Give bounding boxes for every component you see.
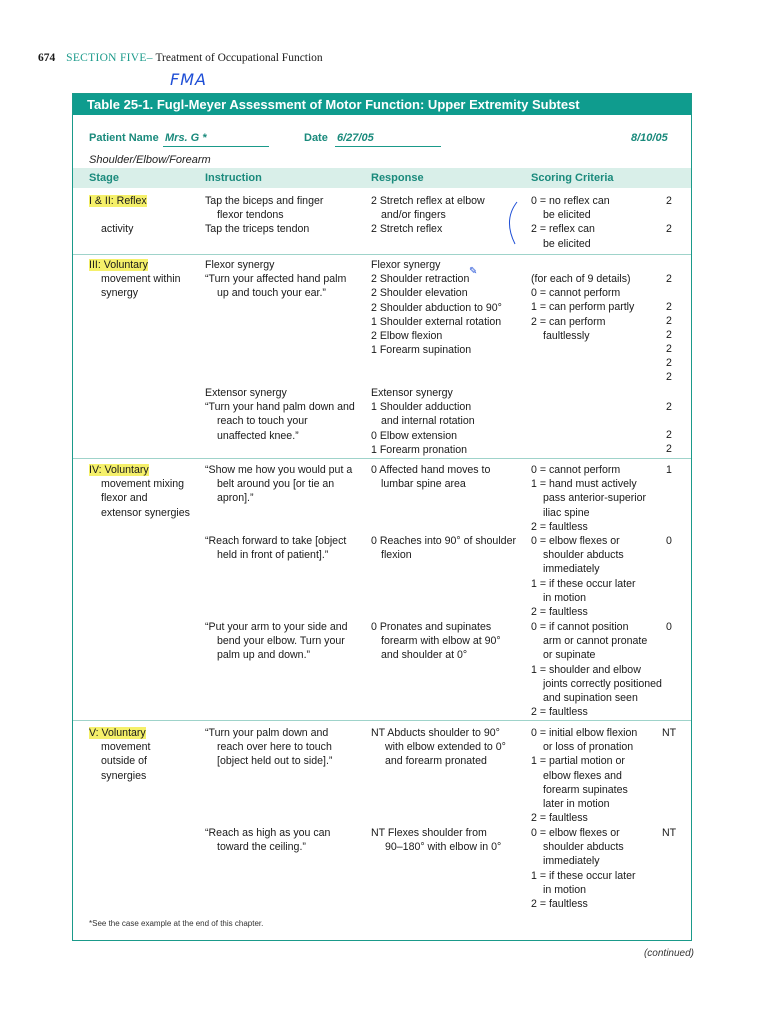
- mix3-score: 0: [666, 621, 672, 633]
- reflex-instruction: Tap the biceps and finger flexor tendons Tap the triceps tendon: [205, 195, 324, 236]
- out1-response: NT Abducts shoulder to 90° with elbow extended to 0° and forearm pronated: [371, 727, 506, 768]
- patient-label: Patient Name: [89, 132, 159, 144]
- row-divider: [73, 720, 691, 721]
- flexor-response: Flexor synergy 2 Shoulder retraction 2 Shoulder elevation 2 Shoulder abduction to 90° 1 Shoulder external rotation 2 Elbow flexion 1 Forearm supination: [371, 259, 502, 357]
- date-second: 8/10/05: [631, 132, 668, 144]
- reflex-criteria: 0 = no reflex can be elicited 2 = reflex can be elicited: [531, 195, 610, 250]
- mix1-score: 1: [666, 464, 672, 476]
- out2-instruction: “Reach as high as you can toward the ceiling.”: [205, 827, 331, 854]
- col-stage: Stage: [89, 172, 119, 184]
- mix2-criteria: 0 = elbow flexes or shoulder abducts immediately 1 = if these occur later in motion 2 = faultless: [531, 535, 636, 619]
- mix2-instruction: “Reach forward to take [object held in front of patient].”: [205, 535, 347, 562]
- running-header: [38, 52, 323, 64]
- col-response: Response: [371, 172, 424, 184]
- row-divider: [73, 254, 691, 255]
- section-title: Treatment of Occupational Function: [155, 52, 323, 64]
- mix3-criteria: 0 = if cannot position arm or cannot pronate or supinate 1 = shoulder and elbow joints correctly positioned and supination seen 2 = faultless: [531, 621, 662, 719]
- mix2-response: 0 Reaches into 90° of shoulder flexion: [371, 535, 516, 562]
- col-scoring: Scoring Criteria: [531, 172, 614, 184]
- synergy-score: 2: [666, 329, 672, 341]
- synergy-score: 2: [666, 273, 672, 285]
- extensor-score: 2: [666, 429, 672, 441]
- out1-instruction: “Turn your palm down and reach over here to touch [object held out to side].”: [205, 727, 333, 768]
- column-header-row: [73, 168, 691, 188]
- mix1-criteria: 0 = cannot perform 1 = hand must actively pass anterior-superior iliac spine 2 = faultless: [531, 464, 647, 533]
- row-divider: [73, 458, 691, 459]
- handwritten-note-1: ✎: [469, 266, 478, 277]
- out2-criteria: 0 = elbow flexes or shoulder abducts immediately 1 = if these occur later in motion 2 = faultless: [531, 827, 636, 911]
- synergy-criteria: (for each of 9 details) 0 = cannot perform 1 = can perform partly 2 = can perform faultlessly: [531, 273, 635, 342]
- outside-stage: V: Voluntary movement outside of synergies: [89, 727, 151, 782]
- mix3-instruction: “Put your arm to your side and bend your elbow. Turn your palm up and down.”: [205, 621, 348, 662]
- synergy-score: 2: [666, 315, 672, 327]
- out2-response: NT Flexes shoulder from 90–180° with elbow in 0°: [371, 827, 502, 854]
- reflex-response: 2 Stretch reflex at elbow and/or fingers 2 Stretch reflex: [371, 195, 485, 236]
- reflex-score-2: 2: [666, 223, 672, 235]
- section-label: SECTION FIVE–: [66, 52, 153, 64]
- out2-score: NT: [661, 827, 677, 839]
- mix3-response: 0 Pronates and supinates forearm with elbow at 90° and shoulder at 0°: [371, 621, 501, 662]
- out1-criteria: 0 = initial elbow flexion or loss of pronation 1 = partial motion or elbow flexes and forearm supinates later in motion 2 = faultless: [531, 727, 638, 825]
- date-underline: [335, 146, 441, 147]
- reflex-stage: I & II: Reflex activity: [89, 195, 147, 236]
- flexor-instruction: Flexor synergy “Turn your affected hand palm up and touch your ear.”: [205, 259, 347, 300]
- extensor-score: 2: [666, 443, 672, 455]
- mixing-stage: IV: Voluntary movement mixing flexor and extensor synergies: [89, 464, 190, 519]
- mix2-score: 0: [666, 535, 672, 547]
- page-number: 674: [38, 52, 56, 64]
- handwritten-bracket: [497, 200, 527, 256]
- out1-score: NT: [661, 727, 677, 739]
- fugl-meyer-table: [72, 93, 692, 941]
- table-footnote: *See the case example at the end of this chapter.: [89, 919, 264, 928]
- date-label: Date: [304, 132, 328, 144]
- patient-underline: [163, 146, 269, 147]
- mix1-instruction: “Show me how you would put a belt around you [or tie an apron].”: [205, 464, 353, 505]
- continued-label: (continued): [643, 948, 694, 959]
- synergy-stage: III: Voluntary movement within synergy: [89, 259, 181, 300]
- extensor-score: 2: [666, 401, 672, 413]
- handwritten-fma: FMA: [170, 70, 207, 89]
- synergy-score: 2: [666, 357, 672, 369]
- patient-value: Mrs. G *: [165, 132, 207, 144]
- synergy-score: 2: [666, 301, 672, 313]
- reflex-score-1: 2: [666, 195, 672, 207]
- date-first: 6/27/05: [337, 132, 374, 144]
- extensor-instruction: Extensor synergy “Turn your hand palm down and reach to touch your unaffected knee.”: [205, 387, 355, 442]
- col-instruction: Instruction: [205, 172, 262, 184]
- table-title: Table 25-1. Fugl-Meyer Assessment of Motor Function: Upper Extremity Subtest: [73, 94, 691, 115]
- synergy-score: 2: [666, 343, 672, 355]
- mix1-response: 0 Affected hand moves to lumbar spine area: [371, 464, 491, 491]
- extensor-response: Extensor synergy 1 Shoulder adduction and internal rotation 0 Elbow extension 1 Forearm pronation: [371, 387, 475, 456]
- synergy-score: 2: [666, 371, 672, 383]
- table-subhead: Shoulder/Elbow/Forearm: [89, 154, 211, 166]
